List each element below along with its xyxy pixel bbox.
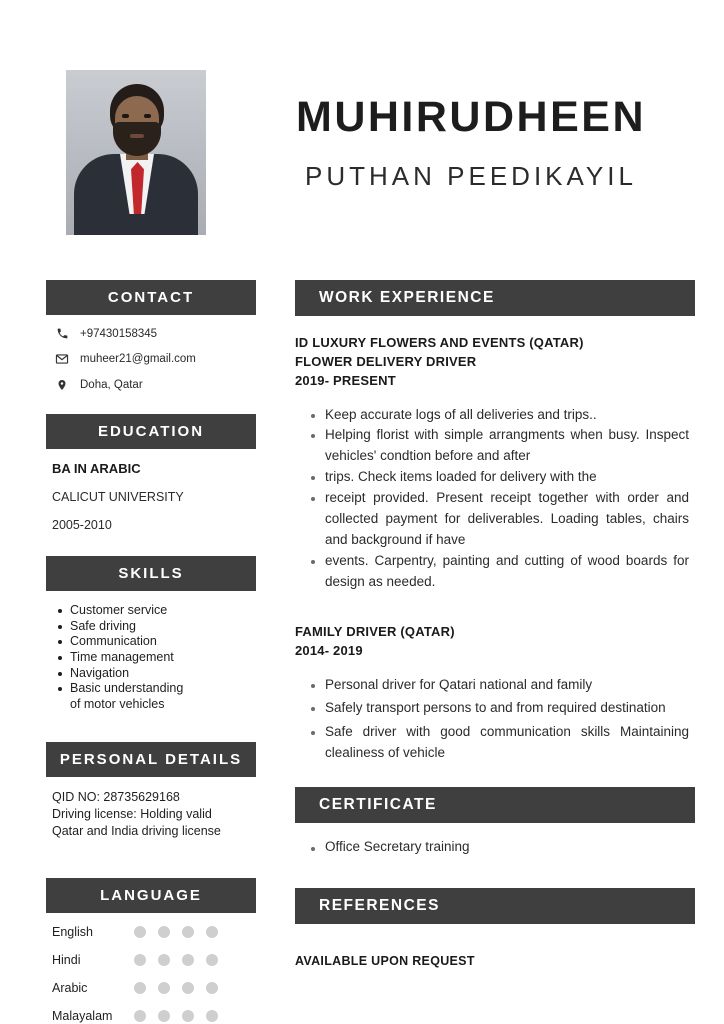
section-heading-work-experience: WORK EXPERIENCE <box>295 280 695 316</box>
name-block <box>236 93 706 192</box>
section-references <box>295 888 689 968</box>
photo-eye-left <box>122 114 129 118</box>
rating-dot <box>182 1010 194 1022</box>
contact-location-row <box>52 378 258 392</box>
language-rating <box>134 926 230 938</box>
language-row <box>52 981 258 995</box>
rating-dot <box>206 1010 218 1022</box>
skills-body <box>38 591 264 718</box>
section-heading-references: REFERENCES <box>295 888 695 924</box>
section-certificate <box>295 787 689 854</box>
list-item: Safely transport persons to and from required destination <box>325 698 689 719</box>
certificate-list <box>295 839 689 854</box>
page-title: MUHIRUDHEEN <box>296 93 646 141</box>
section-heading-skills: SKILLS <box>46 556 256 591</box>
list-item: Navigation <box>70 666 258 681</box>
contact-email-value: muheer21@gmail.com <box>80 353 196 365</box>
contact-email-row <box>52 352 258 366</box>
photo-eye-right <box>144 114 151 118</box>
language-name: English <box>52 925 93 939</box>
language-name: Malayalam <box>52 1009 113 1023</box>
list-item: events. Carpentry, painting and cutting of wood boards for design as needed. <box>325 551 689 593</box>
education-institution: CALICUT UNIVERSITY <box>52 490 184 504</box>
page-subtitle: PUTHAN PEEDIKAYIL <box>305 161 637 191</box>
personal-details-body <box>38 777 264 846</box>
contact-phone-row <box>52 327 258 340</box>
spacer <box>38 850 264 878</box>
list-item: Safe driving <box>70 619 258 634</box>
portrait-photo <box>66 70 206 235</box>
left-column <box>38 280 264 1024</box>
personal-detail-line: Qatar and India driving license <box>52 824 221 839</box>
list-item: Customer service <box>70 603 258 618</box>
section-heading-certificate: CERTIFICATE <box>295 787 695 823</box>
location-pin-icon <box>52 378 72 392</box>
list-item: trips. Check items loaded for delivery with the <box>325 467 689 488</box>
rating-dot <box>158 954 170 966</box>
list-item: of motor vehicles <box>70 696 165 711</box>
rating-dot <box>134 954 146 966</box>
section-heading-personal-details: PERSONAL DETAILS <box>46 742 256 777</box>
list-item: Time management <box>70 650 258 665</box>
rating-dot <box>182 982 194 994</box>
list-item: Keep accurate logs of all deliveries and trips.. <box>325 405 689 426</box>
language-row <box>52 953 258 967</box>
rating-dot <box>158 1010 170 1022</box>
language-name: Arabic <box>52 981 88 995</box>
education-degree: BA IN ARABIC <box>52 461 141 476</box>
avatar <box>66 70 206 235</box>
section-heading-education: EDUCATION <box>46 414 256 449</box>
rating-dot <box>206 926 218 938</box>
job-duties-list <box>295 405 689 593</box>
skills-list <box>52 603 258 711</box>
rating-dot <box>134 1010 146 1022</box>
education-years: 2005-2010 <box>52 518 112 532</box>
rating-dot <box>182 954 194 966</box>
language-rating <box>134 954 230 966</box>
language-name: Hindi <box>52 953 81 967</box>
references-note: AVAILABLE UPON REQUEST <box>295 954 475 969</box>
job-role: FLOWER DELIVERY DRIVER <box>295 353 477 369</box>
language-row <box>52 925 258 939</box>
photo-mouth <box>130 134 144 138</box>
language-body <box>38 913 264 1024</box>
spacer <box>38 722 264 742</box>
list-item: Helping florist with simple arrangments when busy. Inspect vehicles' condtion before and after <box>325 425 689 467</box>
rating-dot <box>182 926 194 938</box>
personal-detail-line: Driving license: Holding valid <box>52 807 212 822</box>
list-item: Communication <box>70 634 258 649</box>
section-contact <box>38 280 264 410</box>
contact-body <box>38 315 264 410</box>
job-period: 2014- 2019 <box>295 642 363 658</box>
list-item: Personal driver for Qatari national and family <box>325 675 689 696</box>
section-personal-details <box>38 742 264 846</box>
language-rating <box>134 1010 230 1022</box>
resume-header <box>0 0 724 262</box>
language-rating <box>134 982 230 994</box>
phone-icon <box>52 327 72 340</box>
rating-dot <box>206 954 218 966</box>
job-company: FAMILY DRIVER (QATAR) <box>295 623 455 639</box>
rating-dot <box>158 926 170 938</box>
job-company: ID LUXURY FLOWERS AND EVENTS (QATAR) <box>295 335 584 350</box>
job-period: 2019- PRESENT <box>295 372 396 388</box>
spacer <box>295 767 689 787</box>
section-heading-language: LANGUAGE <box>46 878 256 913</box>
language-row <box>52 1009 258 1023</box>
rating-dot <box>134 926 146 938</box>
rating-dot <box>134 982 146 994</box>
section-education <box>38 414 264 552</box>
spacer <box>295 854 689 888</box>
right-column <box>295 280 689 968</box>
list-item: receipt provided. Present receipt together with order and collected payment for deliverables. Loading tables, chairs and background if have <box>325 488 689 551</box>
rating-dot <box>206 982 218 994</box>
rating-dot <box>158 982 170 994</box>
list-item: Safe driver with good communication skills Maintaining clealiness of vehicle <box>325 722 689 764</box>
contact-phone-value: +97430158345 <box>80 327 158 340</box>
job-duties-list <box>295 675 689 765</box>
education-body <box>38 449 264 552</box>
section-skills <box>38 556 264 718</box>
photo-beard <box>113 122 161 156</box>
section-work-experience <box>295 280 689 764</box>
email-icon <box>52 352 72 366</box>
contact-location-value: Doha, Qatar <box>80 379 143 391</box>
list-item: Basic understanding <box>70 681 258 696</box>
section-language <box>38 878 264 1024</box>
section-heading-contact: CONTACT <box>46 280 256 315</box>
personal-detail-line: QID NO: 28735629168 <box>52 790 180 805</box>
list-item: Office Secretary training <box>325 839 689 854</box>
